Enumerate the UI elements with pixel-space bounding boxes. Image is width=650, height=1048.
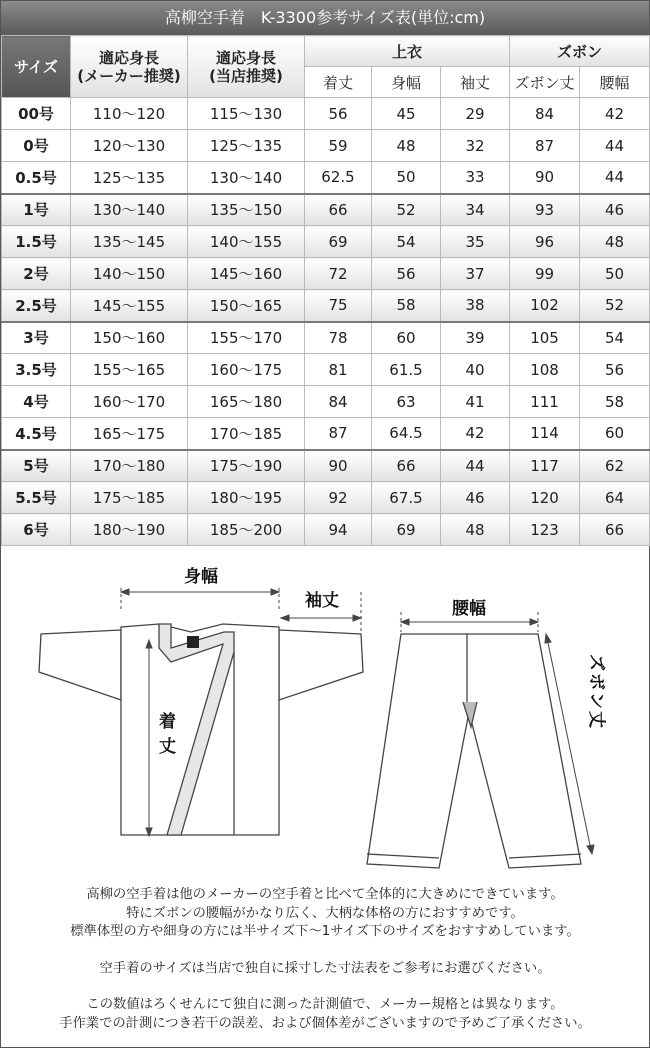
cell-maker: 130〜140 <box>71 194 188 226</box>
cell-sleeve: 48 <box>441 514 510 546</box>
cell-width: 64.5 <box>372 418 441 450</box>
cell-length: 81 <box>305 354 372 386</box>
cell-pants: 99 <box>510 258 580 290</box>
cell-maker: 120〜130 <box>71 130 188 162</box>
cell-length: 90 <box>305 450 372 482</box>
label-body-width: 身幅 <box>184 567 218 587</box>
cell-length: 56 <box>305 98 372 130</box>
cell-size: 4号 <box>2 386 71 418</box>
left-sleeve <box>39 630 121 700</box>
cell-maker: 135〜145 <box>71 226 188 258</box>
cell-maker: 145〜155 <box>71 290 188 322</box>
right-sleeve <box>279 630 363 700</box>
pants-illustration <box>367 634 581 868</box>
cell-waist: 58 <box>580 386 650 418</box>
cell-size: 6号 <box>2 514 71 546</box>
cell-width: 50 <box>372 162 441 194</box>
cell-pants: 96 <box>510 226 580 258</box>
cell-width: 45 <box>372 98 441 130</box>
cell-pants: 123 <box>510 514 580 546</box>
label-sleeve-length: 袖丈 <box>305 591 339 611</box>
cell-width: 60 <box>372 322 441 354</box>
label-jacket-length-1: 着 <box>159 712 176 732</box>
cell-length: 59 <box>305 130 372 162</box>
header-height-maker-line2: (メーカー推奨) <box>77 66 181 85</box>
note-line: この数値はろくせんにて独自に測った計測値で、メーカー規格とは異なります。 <box>86 997 564 1012</box>
size-table <box>1 35 650 546</box>
cell-store: 170〜185 <box>188 418 305 450</box>
cell-maker: 165〜175 <box>71 418 188 450</box>
header-height-maker <box>71 36 188 98</box>
cell-size: 5.5号 <box>2 482 71 514</box>
header-sleeve-length: 袖丈 <box>441 67 510 98</box>
notes-gap <box>1 978 649 996</box>
cell-length: 66 <box>305 194 372 226</box>
cell-store: 135〜150 <box>188 194 305 226</box>
cell-maker: 160〜170 <box>71 386 188 418</box>
cell-pants: 93 <box>510 194 580 226</box>
header-body-width: 身幅 <box>372 67 441 98</box>
cell-waist: 52 <box>580 290 650 322</box>
cell-store: 125〜135 <box>188 130 305 162</box>
cell-maker: 155〜165 <box>71 354 188 386</box>
cell-length: 72 <box>305 258 372 290</box>
cell-length: 87 <box>305 418 372 450</box>
cell-pants: 108 <box>510 354 580 386</box>
cell-size: 1.5号 <box>2 226 71 258</box>
cell-pants: 87 <box>510 130 580 162</box>
cell-width: 63 <box>372 386 441 418</box>
cell-waist: 44 <box>580 162 650 194</box>
notes-gap <box>1 942 649 960</box>
notes <box>1 886 649 1033</box>
cell-pants: 102 <box>510 290 580 322</box>
cell-sleeve: 29 <box>441 98 510 130</box>
cell-store: 165〜180 <box>188 386 305 418</box>
cell-sleeve: 44 <box>441 450 510 482</box>
cell-maker: 180〜190 <box>71 514 188 546</box>
cell-store: 185〜200 <box>188 514 305 546</box>
pants-outline <box>367 634 581 868</box>
cell-length: 78 <box>305 322 372 354</box>
jacket-tag <box>187 636 199 648</box>
cell-length: 69 <box>305 226 372 258</box>
cell-store: 140〜155 <box>188 226 305 258</box>
cell-width: 69 <box>372 514 441 546</box>
cell-length: 62.5 <box>305 162 372 194</box>
cell-waist: 64 <box>580 482 650 514</box>
table-row <box>2 130 650 162</box>
cell-sleeve: 39 <box>441 322 510 354</box>
cell-pants: 114 <box>510 418 580 450</box>
cell-waist: 46 <box>580 194 650 226</box>
cell-pants: 117 <box>510 450 580 482</box>
note-line: 空手着のサイズは当店で独自に採寸した寸法表をご参考にお選びください。 <box>99 960 551 976</box>
cell-sleeve: 34 <box>441 194 510 226</box>
cell-sleeve: 46 <box>441 482 510 514</box>
jacket-illustration <box>39 624 363 835</box>
cell-width: 48 <box>372 130 441 162</box>
cell-width: 58 <box>372 290 441 322</box>
cell-store: 145〜160 <box>188 258 305 290</box>
cell-size: 5号 <box>2 450 71 482</box>
cell-size: 2.5号 <box>2 290 71 322</box>
cell-pants: 84 <box>510 98 580 130</box>
cell-sleeve: 40 <box>441 354 510 386</box>
cell-store: 150〜165 <box>188 290 305 322</box>
label-jacket-length-2: 丈 <box>159 737 176 757</box>
label-waist-width: 腰幅 <box>452 599 486 619</box>
cell-waist: 56 <box>580 354 650 386</box>
cell-waist: 66 <box>580 514 650 546</box>
cell-size: 3.5号 <box>2 354 71 386</box>
page-title: 高柳空手着 K-3300参考サイズ表(単位:cm) <box>1 1 649 35</box>
cell-store: 175〜190 <box>188 450 305 482</box>
cell-width: 61.5 <box>372 354 441 386</box>
cell-width: 54 <box>372 226 441 258</box>
cell-sleeve: 32 <box>441 130 510 162</box>
note-line: 手作業での計測につき若干の誤差、および個体差がございますので予めご了承ください。 <box>59 1015 591 1031</box>
cell-width: 67.5 <box>372 482 441 514</box>
cell-store: 115〜130 <box>188 98 305 130</box>
cell-maker: 150〜160 <box>71 322 188 354</box>
table-row <box>2 482 650 514</box>
table-row <box>2 354 650 386</box>
cell-size: 1号 <box>2 194 71 226</box>
cell-sleeve: 33 <box>441 162 510 194</box>
cell-waist: 42 <box>580 98 650 130</box>
cell-length: 84 <box>305 386 372 418</box>
cell-width: 52 <box>372 194 441 226</box>
cell-length: 94 <box>305 514 372 546</box>
table-row <box>2 322 650 354</box>
cell-width: 56 <box>372 258 441 290</box>
label-pants-length: ズボン丈 <box>586 654 606 730</box>
cell-store: 180〜195 <box>188 482 305 514</box>
cell-store: 130〜140 <box>188 162 305 194</box>
table-row <box>2 258 650 290</box>
cell-waist: 48 <box>580 226 650 258</box>
cell-sleeve: 35 <box>441 226 510 258</box>
header-jacket: 上衣 <box>305 36 510 67</box>
table-row <box>2 226 650 258</box>
table-row <box>2 418 650 450</box>
cell-maker: 125〜135 <box>71 162 188 194</box>
header-pants-length: ズボン丈 <box>510 67 580 98</box>
cell-sleeve: 37 <box>441 258 510 290</box>
header-jacket-length: 着丈 <box>305 67 372 98</box>
garment-diagram <box>1 552 649 882</box>
header-waist-width: 腰幅 <box>580 67 650 98</box>
header-height-store <box>188 36 305 98</box>
table-row <box>2 514 650 546</box>
cell-waist: 54 <box>580 322 650 354</box>
cell-sleeve: 42 <box>441 418 510 450</box>
header-height-store-line2: (当店推奨) <box>209 66 283 85</box>
cell-pants: 120 <box>510 482 580 514</box>
note-line: 標準体型の方や細身の方には半サイズ下〜1サイズ下のサイズをおすすめしています。 <box>70 924 580 939</box>
table-row <box>2 98 650 130</box>
header-pants: ズボン <box>510 36 650 67</box>
cell-size: 2号 <box>2 258 71 290</box>
table-row <box>2 194 650 226</box>
cell-store: 155〜170 <box>188 322 305 354</box>
cell-size: 3号 <box>2 322 71 354</box>
cell-sleeve: 41 <box>441 386 510 418</box>
cell-size: 0.5号 <box>2 162 71 194</box>
cell-pants: 90 <box>510 162 580 194</box>
note-line: 高柳の空手着は他のメーカーの空手着と比べて全体的に大きめにできています。 <box>86 887 564 902</box>
cell-size: 4.5号 <box>2 418 71 450</box>
header-size: サイズ <box>2 36 71 98</box>
cell-pants: 105 <box>510 322 580 354</box>
cell-size: 0号 <box>2 130 71 162</box>
cell-pants: 111 <box>510 386 580 418</box>
table-row <box>2 386 650 418</box>
table-row <box>2 162 650 194</box>
header-height-maker-line1: 適応身長 <box>98 48 159 67</box>
cell-length: 75 <box>305 290 372 322</box>
cell-maker: 140〜150 <box>71 258 188 290</box>
cell-length: 92 <box>305 482 372 514</box>
cell-waist: 62 <box>580 450 650 482</box>
table-row <box>2 450 650 482</box>
cell-maker: 110〜120 <box>71 98 188 130</box>
cell-waist: 44 <box>580 130 650 162</box>
cell-sleeve: 38 <box>441 290 510 322</box>
cell-store: 160〜175 <box>188 354 305 386</box>
cell-waist: 60 <box>580 418 650 450</box>
header-height-store-line1: 適応身長 <box>215 48 276 67</box>
cell-width: 66 <box>372 450 441 482</box>
cell-size: 00号 <box>2 98 71 130</box>
table-row <box>2 290 650 322</box>
cell-maker: 170〜180 <box>71 450 188 482</box>
cell-waist: 50 <box>580 258 650 290</box>
cell-maker: 175〜185 <box>71 482 188 514</box>
note-line: 特にズボンの腰幅がかなり広く、大柄な体格の方におすすめです。 <box>126 905 524 921</box>
